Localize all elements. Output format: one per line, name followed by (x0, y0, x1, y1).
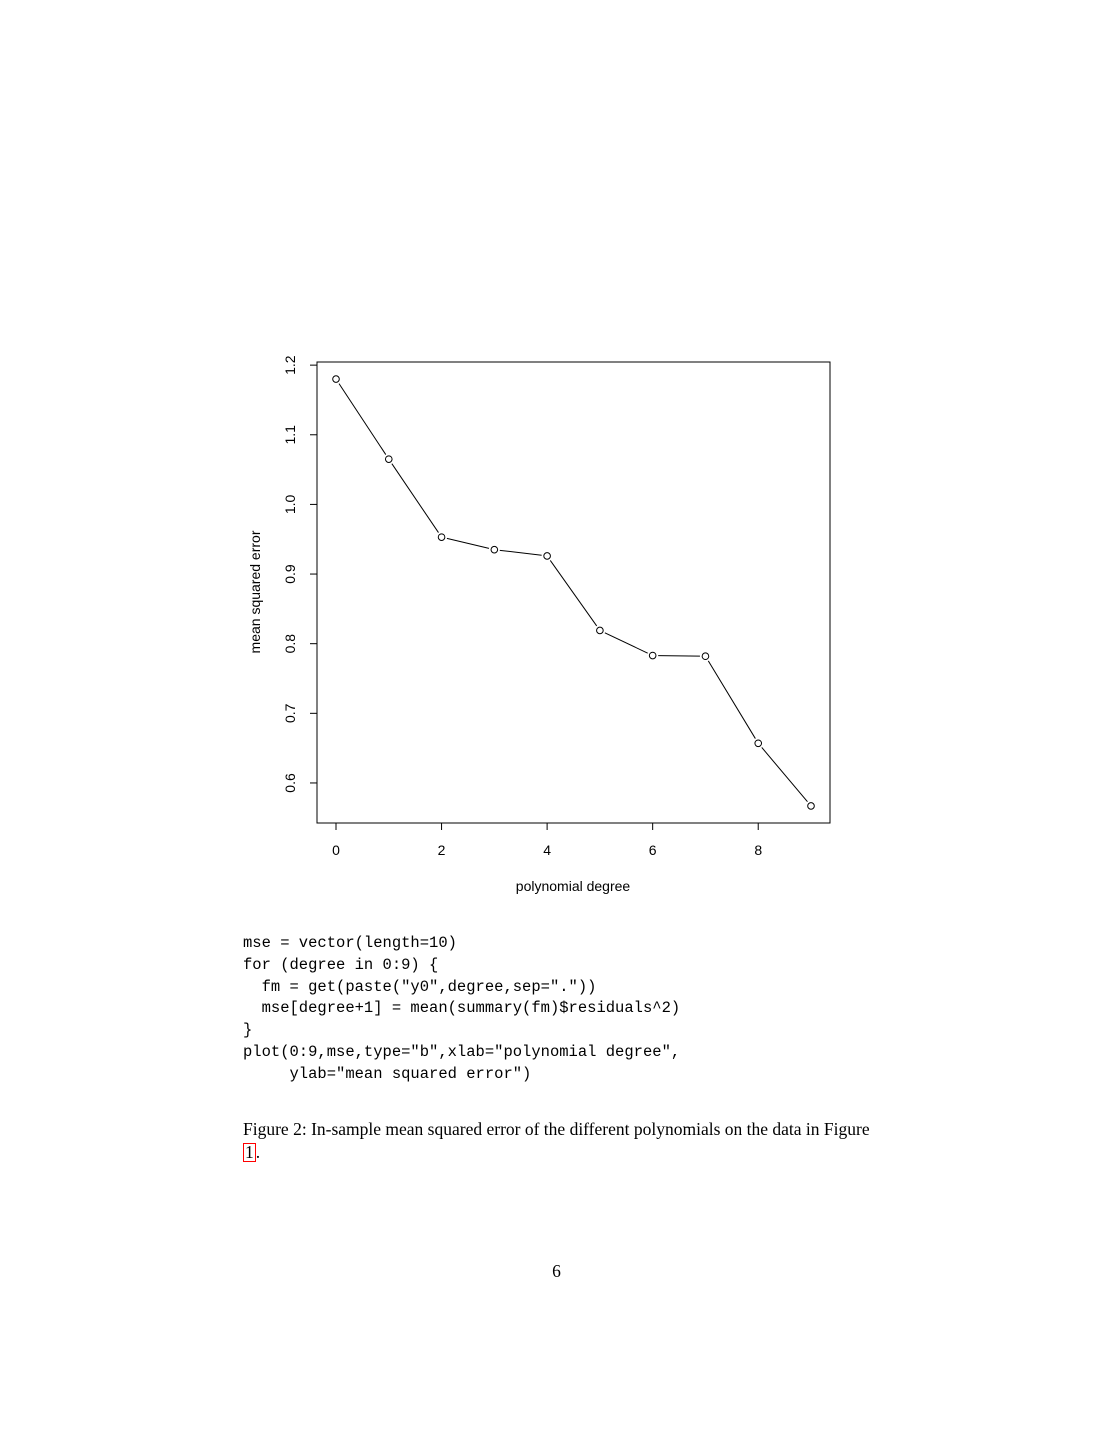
y-axis-label: mean squared error (247, 530, 263, 654)
code-line: fm = get(paste("y0",degree,sep=".")) (243, 977, 597, 996)
y-tick-label: 1.1 (282, 425, 298, 445)
data-point (491, 546, 498, 553)
data-point (649, 652, 656, 659)
data-point (597, 627, 604, 634)
r-code-block (243, 933, 680, 1086)
code-line: } (243, 1021, 253, 1040)
mse-chart (230, 340, 850, 910)
page-number: 6 (552, 1261, 561, 1281)
x-tick-label: 8 (754, 842, 763, 858)
series-line-segment (658, 656, 700, 657)
y-tick-label: 1.2 (282, 355, 298, 375)
caption-text: In-sample mean squared error of the different polynomials on the data in Figure (311, 1119, 870, 1139)
y-axis (282, 355, 317, 793)
series-line-segment (447, 538, 489, 548)
y-tick-label: 0.6 (282, 773, 298, 793)
mse-figure (230, 340, 850, 910)
series-line-segment (392, 464, 439, 533)
code-line: for (degree in 0:9) { (243, 955, 439, 974)
x-axis (332, 823, 762, 858)
series-line-segment (708, 661, 755, 739)
x-tick-label: 4 (543, 842, 552, 858)
caption-label: Figure 2: (243, 1119, 307, 1139)
x-axis-label: polynomial degree (515, 878, 631, 894)
series-line-segment (339, 384, 386, 455)
series-line-segment (550, 560, 596, 626)
code-line: plot(0:9,mse,type="b",xlab="polynomial degree", (243, 1042, 681, 1061)
y-tick-label: 0.7 (282, 703, 298, 724)
mse-series (333, 376, 815, 809)
data-point (702, 653, 709, 660)
data-point (333, 376, 340, 383)
x-tick-label: 2 (437, 842, 446, 858)
x-tick-label: 6 (648, 842, 657, 858)
data-point (755, 740, 762, 747)
figure-reference-link[interactable]: 1 (245, 1142, 254, 1162)
data-point (808, 803, 815, 810)
data-point (544, 553, 551, 560)
figure-caption (243, 1118, 883, 1164)
data-point (385, 456, 392, 463)
x-tick-label: 0 (332, 842, 340, 858)
y-tick-label: 0.8 (282, 633, 298, 654)
series-line-segment (762, 747, 808, 801)
y-tick-label: 0.9 (282, 564, 298, 584)
y-tick-label: 1.0 (282, 494, 298, 515)
code-line: mse[degree+1] = mean(summary(fm)$residuals^2) (243, 999, 681, 1018)
series-line-segment (500, 550, 542, 555)
code-line: mse = vector(length=10) (243, 934, 457, 952)
caption-end: . (255, 1142, 261, 1162)
data-point (438, 534, 445, 541)
series-line-segment (605, 633, 648, 653)
code-line: ylab="mean squared error") (243, 1064, 532, 1083)
